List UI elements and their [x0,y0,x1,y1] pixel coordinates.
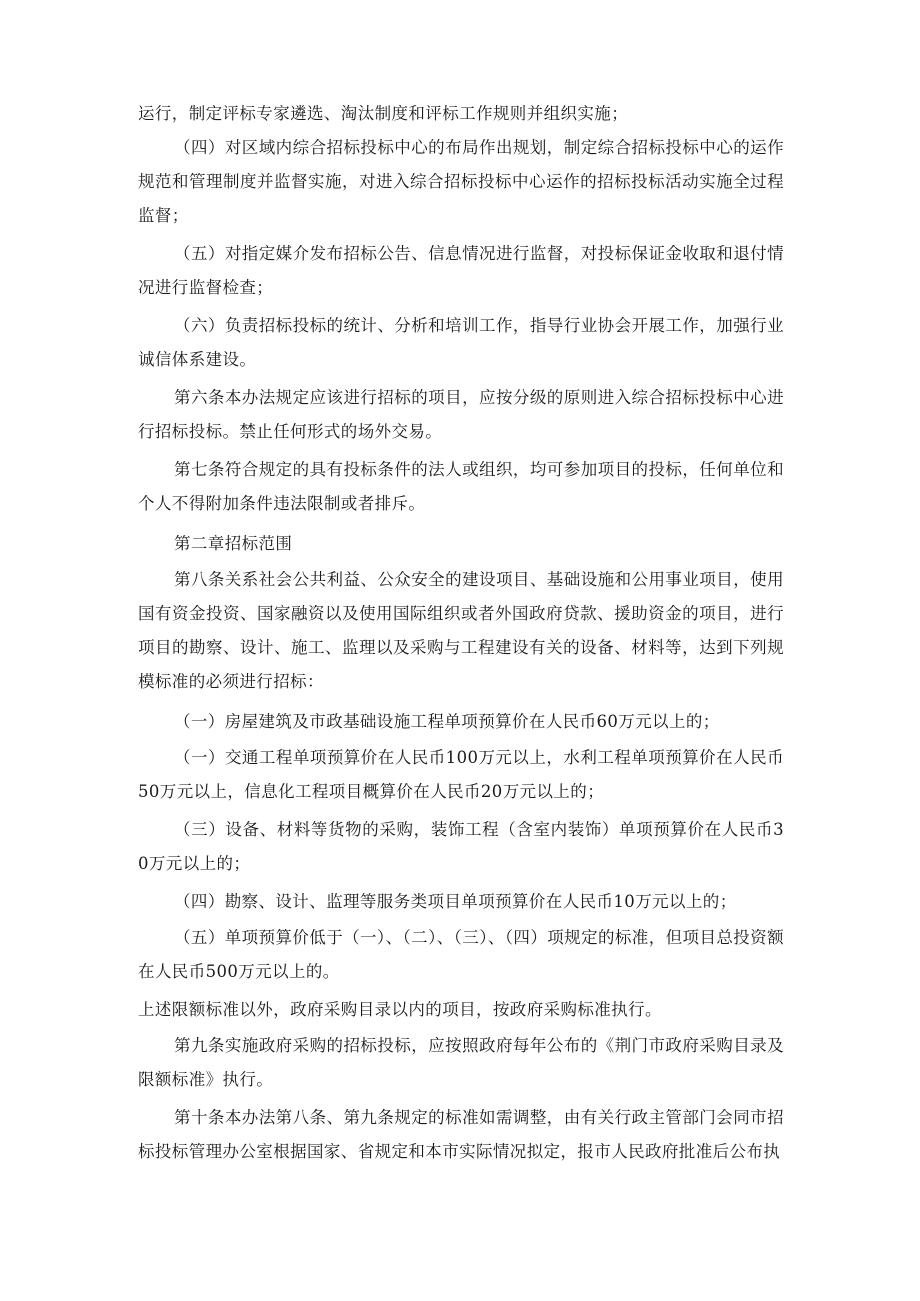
chapter-heading: 第二章招标范围 [174,534,293,553]
paragraph-item-5: （五）对指定媒介发布招标公告、信息情况进行监督，对投标保证金收取和退付情况进行监督检查； [138,244,784,297]
list-item-2: （一）交通工程单项预算价在人民币100万元以上，水利工程单项预算价在人民币50万元以上，信息化工程项目概算价在人民币20万元以上的； [138,748,784,801]
paragraph-continuation: 运行，制定评标专家遴选、淘汰制度和评标工作规则并组织实施； [138,104,629,123]
list-item-4: （四）勘察、设计、监理等服务类项目单项预算价在人民币10万元以上的； [174,892,737,911]
paragraph-article-7: 第七条符合规定的具有投标条件的法人或组织，均可参加项目的投标，任何单位和个人不得附加条件违法限制或者排斥。 [138,460,784,513]
paragraph-article-8: 第八条关系社会公共利益、公众安全的建设项目、基础设施和公用事业项目，使用国有资金投资、国家融资以及使用国际组织或者外国政府贷款、援助资金的项目，进行项目的勘察、设计、施工、监理以及采购与工程建设有关的设备、材料等，达到下列规模标准的必须进行招标： [138,570,784,691]
paragraph-article-9: 第九条实施政府采购的招标投标，应按照政府每年公布的《荆门市政府采购目录及限额标准》执行。 [138,1036,784,1089]
paragraph-article-10: 第十条本办法第八条、第九条规定的标准如需调整，由有关行政主管部门会同市招标投标管理办公室根据国家、省规定和本市实际情况拟定，报市人民政府批准后公布执 [138,1108,784,1161]
list-item-3: （三）设备、材料等货物的采购，装饰工程（含室内装饰）单项预算价在人民币30万元以上的； [138,820,784,873]
paragraph-limit-note: 上述限额标准以外，政府采购目录以内的项目，按政府采购标准执行。 [138,1000,662,1019]
paragraph-article-6: 第六条本办法规定应该进行招标的项目，应按分级的原则进入综合招标投标中心进行招标投标。禁止任何形式的场外交易。 [138,388,784,441]
list-item-5: （五）单项预算价低于（一）、（二）、（三）、（四）项规定的标准，但项目总投资额在人民币500万元以上的。 [138,928,784,981]
list-item-1: （一）房屋建筑及市政基础设施工程单项预算价在人民币60万元以上的； [174,712,720,731]
paragraph-item-6: （六）负责招标投标的统计、分析和培训工作，指导行业协会开展工作，加强行业诚信体系建设。 [138,316,784,369]
paragraph-item-4: （四）对区域内综合招标投标中心的布局作出规划，制定综合招标投标中心的运作规范和管理制度并监督实施，对进入综合招标投标中心运作的招标投标活动实施全过程监督； [138,138,784,225]
